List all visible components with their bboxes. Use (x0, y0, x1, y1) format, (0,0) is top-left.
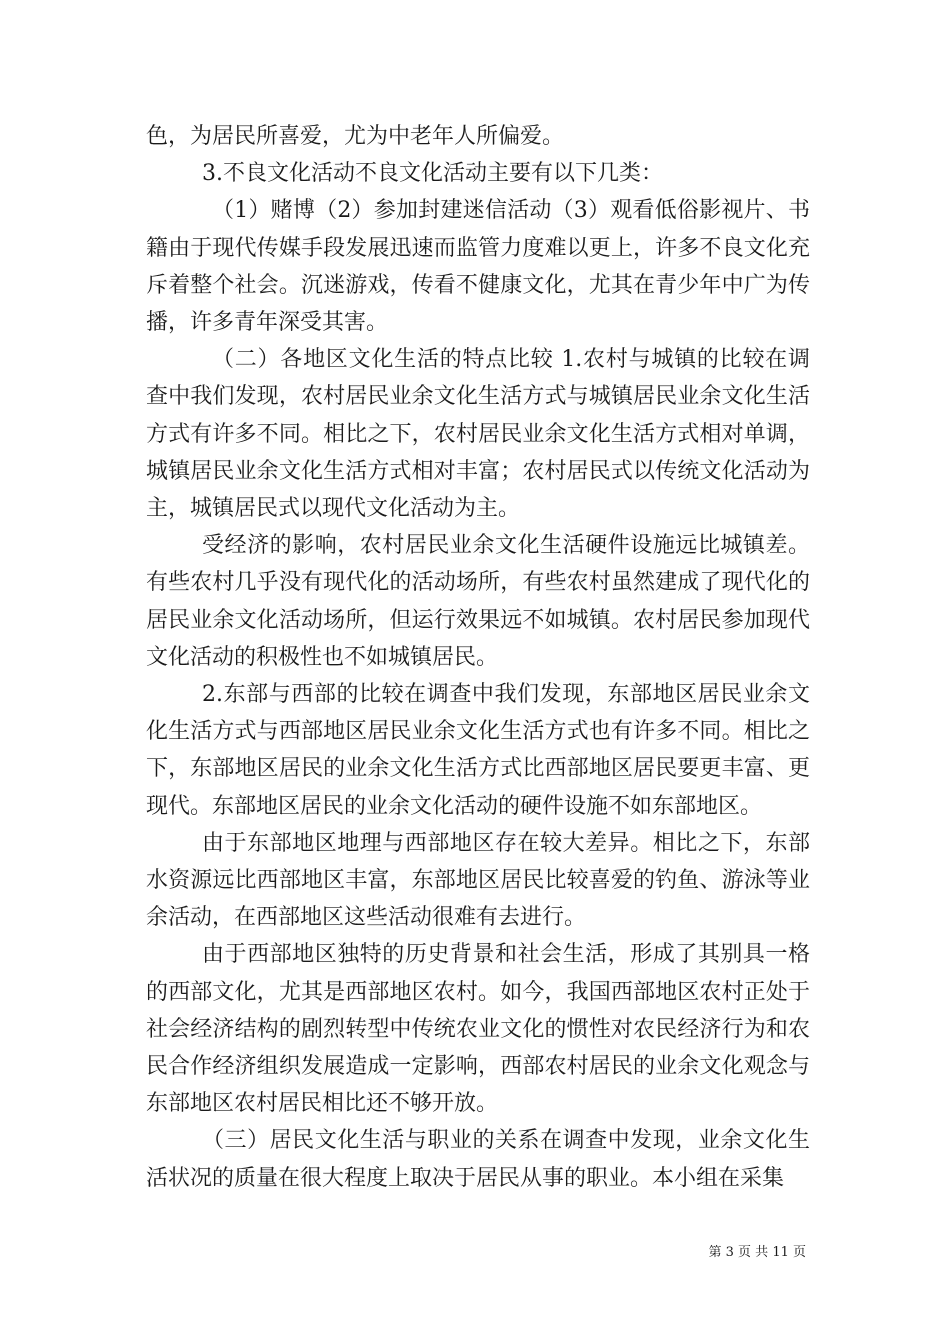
page-number: 第 3 页 共 11 页 (708, 1245, 806, 1260)
paragraph-regional-comparison: （二）各地区文化生活的特点比较 1.农村与城镇的比较在调查中我们发现，农村居民业余文化生活方式与城镇居民业余文化生活方式有许多不同。相比之下，农村居民业余文化生活方式相对单调，城镇居民业余文化生活方式相对丰富；农村居民式以传统文化活动为主，城镇居民式以现代文化活动为主。 (146, 347, 810, 522)
document-body (146, 118, 810, 1197)
paragraph-bad-culture-heading: 3.不良文化活动不良文化活动主要有以下几类： (202, 161, 663, 187)
paragraph-continuation: 色，为居民所喜爱，尤为中老年人所偏爱。 (146, 124, 565, 149)
paragraph-bad-culture-list: （1）赌博（2）参加封建迷信活动（3）观看低俗影视片、书籍由于现代传媒手段发展迅速而监管力度难以更上，许多不良文化充斥着整个社会。沉迷游戏，传看不健康文化，尤其在青少年中广为传播，许多青年深受其害。 (146, 198, 810, 336)
paragraph-east-west-comparison: 2.东部与西部的比较在调查中我们发现，东部地区居民业余文化生活方式与西部地区居民业余文化生活方式也有许多不同。相比之下，东部地区居民的业余文化生活方式比西部地区居民要更丰富、更现代。东部地区居民的业余文化活动的硬件设施不如东部地区。 (146, 682, 810, 819)
paragraph-occupation: （三）居民文化生活与职业的关系在调查中发现，业余文化生活状况的质量在很大程度上取决于居民从事的职业。本小组在采集 (146, 1128, 810, 1191)
paragraph-economic-influence: 受经济的影响，农村居民业余文化生活硬件设施远比城镇差。有些农村几乎没有现代化的活动场所，有些农村虽然建成了现代化的居民业余文化活动场所，但运行效果远不如城镇。农村居民参加现代文化活动的积极性也不如城镇居民。 (146, 533, 810, 670)
paragraph-geography: 由于东部地区地理与西部地区存在较大差异。相比之下，东部水资源远比西部地区丰富，东部地区居民比较喜爱的钓鱼、游泳等业余活动，在西部地区这些活动很难有去进行。 (146, 830, 810, 931)
paragraph-western-culture: 由于西部地区独特的历史背景和社会生活，形成了其别具一格的西部文化，尤其是西部地区农村。如今，我国西部地区农村正处于社会经济结构的剧烈转型中传统农业文化的惯性对农民经济行为和农民合作经济组织发展造成一定影响，西部农村居民的业余文化观念与东部地区农村居民相比还不够开放。 (146, 942, 810, 1117)
